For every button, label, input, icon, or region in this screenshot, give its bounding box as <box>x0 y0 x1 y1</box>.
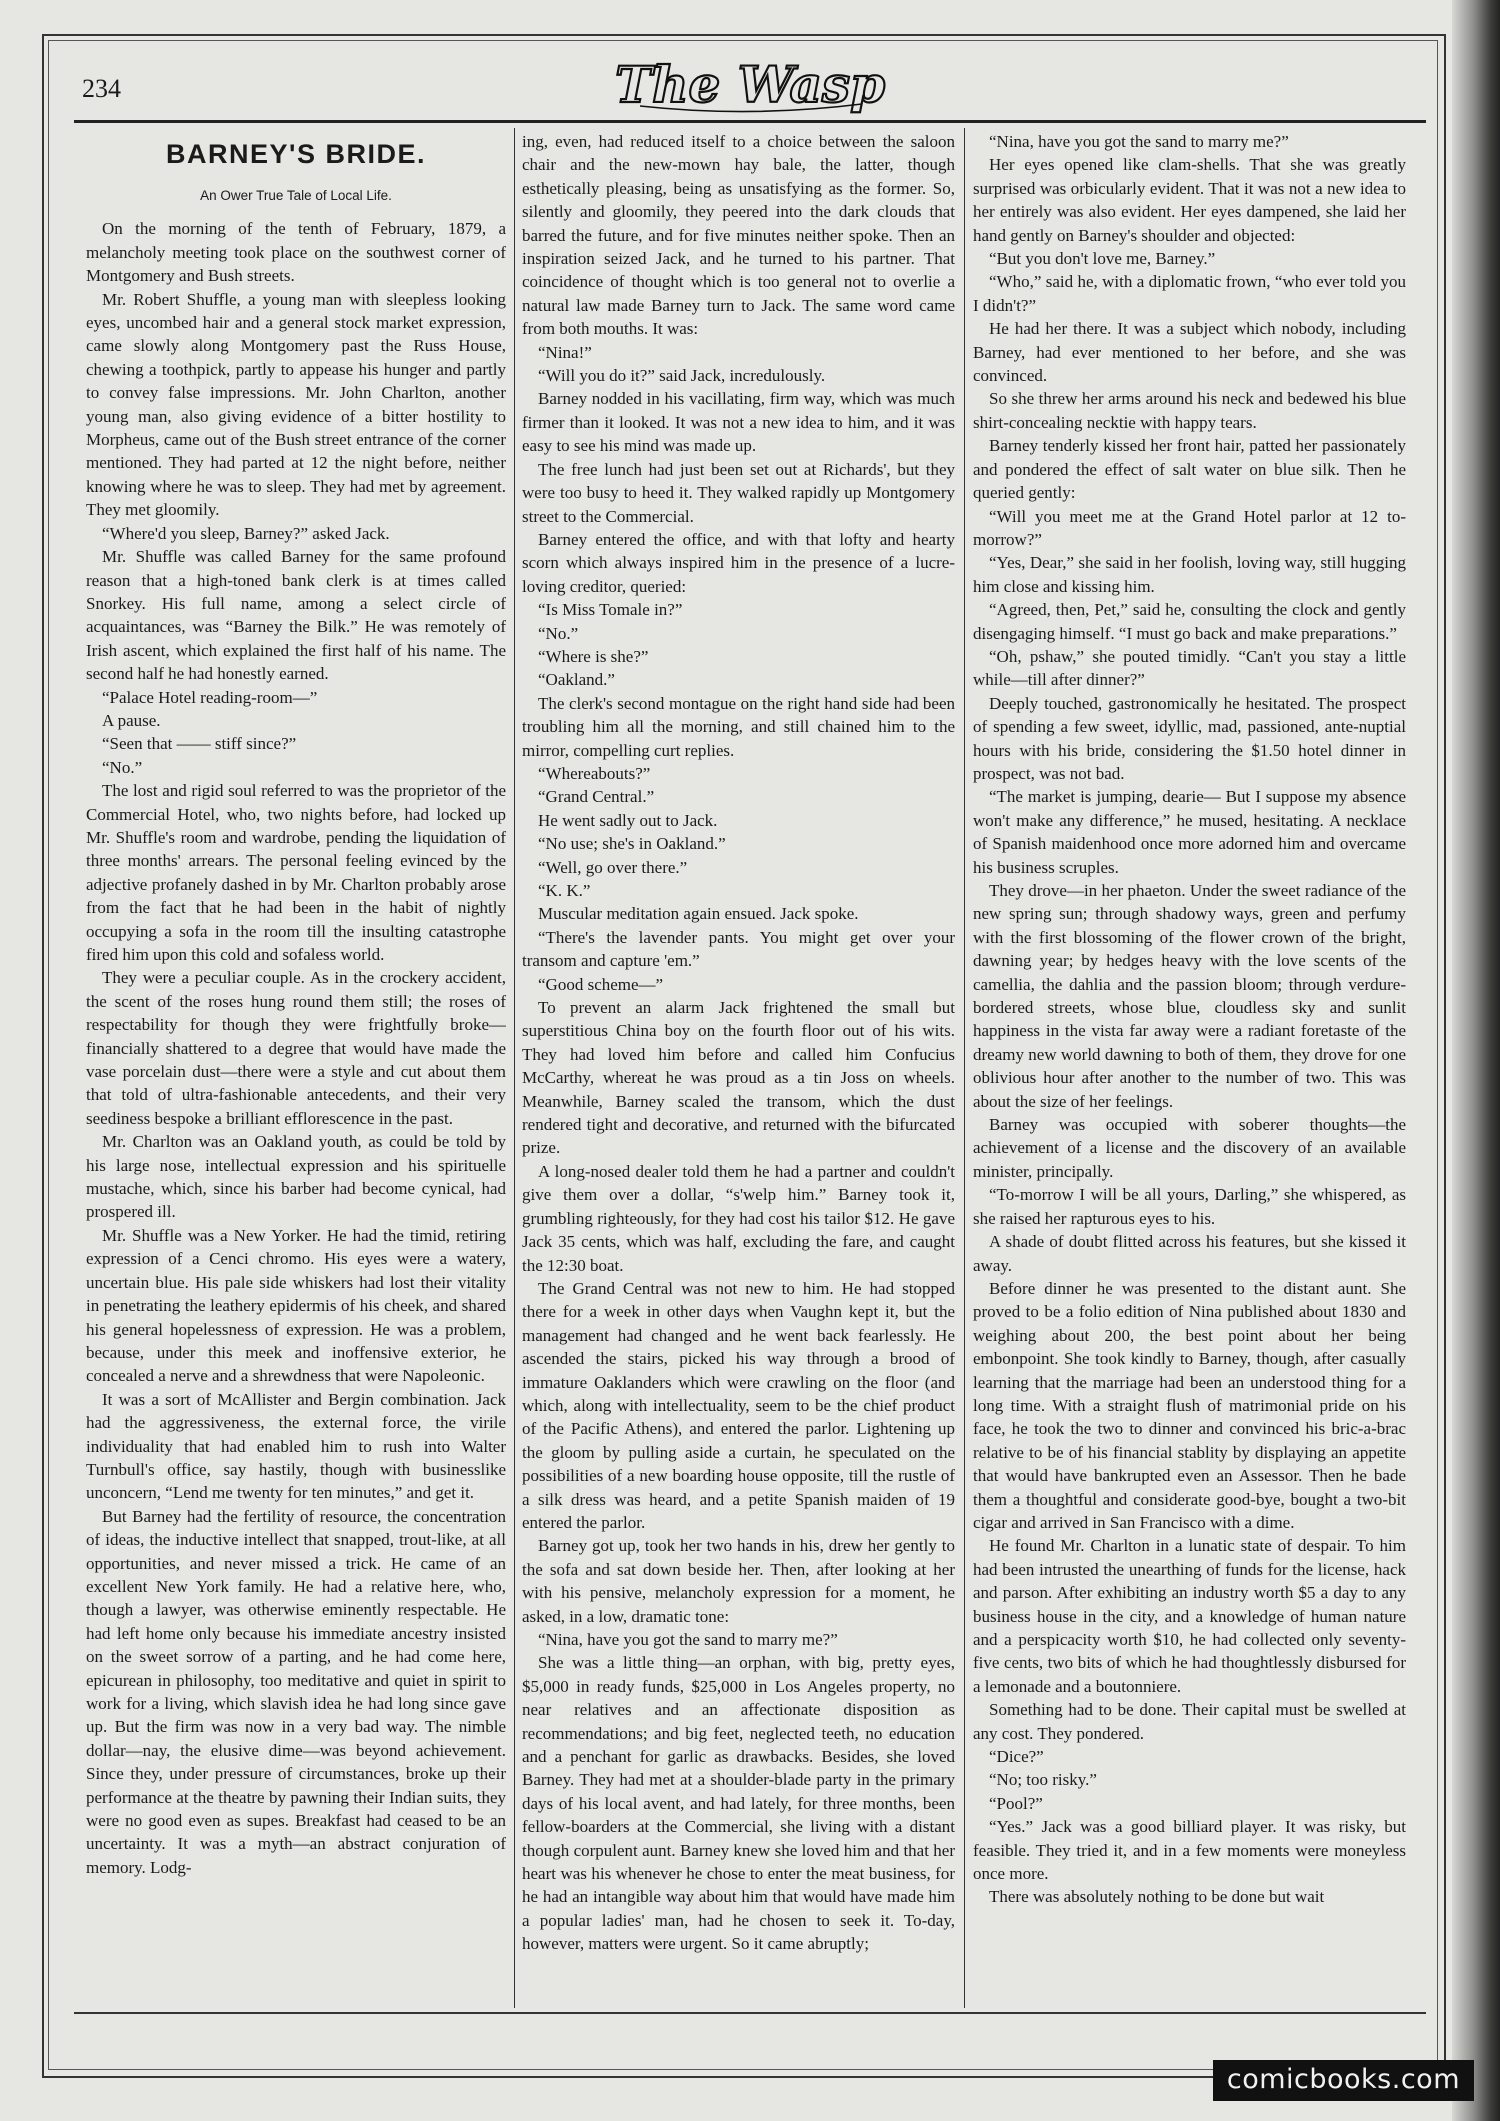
column-divider <box>514 128 515 2008</box>
article-paragraph: “Where'd you sleep, Barney?” asked Jack. <box>102 523 390 543</box>
article-paragraph: “Who,” said he, with a diplomatic frown, “who ever told you I didn't?” <box>973 272 1406 315</box>
article-paragraph: “Nina, have you got the sand to marry me?” <box>538 1630 838 1649</box>
masthead-title: The Wasp <box>614 55 886 114</box>
article-paragraph: “Will you do it?” said Jack, incredulously. <box>538 366 826 386</box>
article-paragraph: “No use; she's in Oakland.” <box>538 834 726 854</box>
column-divider <box>964 128 965 2008</box>
article-paragraph: “Nina, have you got the sand to marry me?” <box>989 132 1289 151</box>
page-number: 234 <box>82 74 121 103</box>
article-paragraph: “Grand Central.” <box>538 787 655 807</box>
article-paragraph: “Agreed, then, Pet,” said he, consulting the clock and gently disengaging himself. “I must go back and make preparations.” <box>973 600 1406 643</box>
article-paragraph: “Whereabouts?” <box>538 763 651 783</box>
article-paragraph: “No.” <box>102 757 143 777</box>
masthead-logo <box>600 54 900 116</box>
article-paragraph: They drove—in her phaeton. Under the sweet radiance of the new spring sun; through shadowy ways, green and perfumy with the first blossoming of the flower crown of the bright, dawning year; by hedges heavy with the love scents of the camellia, the dahlia and the passion bloom; through verdure-bordered streets, whose blue, cloudless sky and sunlit happiness in the vista far away were a radiant foretaste of the dreamy new world dawning to both of them, they drove for one oblivious hour after another to the number of two. This was about the size of her feelings. <box>973 881 1406 1111</box>
article-paragraph: “Palace Hotel reading-room—” <box>102 687 318 707</box>
article-paragraph: Barney entered the office, and with that lofty and hearty scorn which always inspired him in the presence of a lucre-loving creditor, queried: <box>522 529 955 596</box>
article-paragraph: “Good scheme—” <box>538 974 664 994</box>
article-paragraph: “Pool?” <box>989 1793 1043 1813</box>
article-paragraph: Mr. Charlton was an Oakland youth, as could be told by his large nose, intellectual expression and his spirituelle mustache, which, since his barber had become cynical, had prospered ill. <box>86 1132 506 1222</box>
header-rule <box>74 120 1426 123</box>
article-paragraph: “Yes, Dear,” she said in her foolish, loving way, still hugging him close and kissing him. <box>973 553 1406 596</box>
article-paragraph: “Nina!” <box>538 342 592 362</box>
article-paragraph: “Oakland.” <box>538 670 615 690</box>
article-paragraph: “Where is she?” <box>538 646 649 666</box>
binding-edge <box>1452 0 1500 2121</box>
article-paragraph: Her eyes opened like clam-shells. That she was greatly surprised was orbicularly evident. That it was not a new idea to her entirely was also evident. Her eyes dampened, she laid her hand gently on Barney's shoulder and objected: <box>973 155 1406 245</box>
article-paragraph: A pause. <box>102 710 161 730</box>
article-paragraph: “To-morrow I will be all yours, Darling,” she whispered, as she raised her rapturous eyes to his. <box>973 1185 1406 1228</box>
article-paragraph: On the morning of the tenth of February, 1879, a melancholy meeting took place on the southwest corner of Montgomery and Bush streets. <box>86 219 506 286</box>
article-paragraph: “Yes.” Jack was a good billiard player. It was risky, but feasible. They tried it, and in a few moments were moneyless once more. <box>973 1817 1406 1884</box>
footer-rule <box>74 2012 1426 2014</box>
article-paragraph: A long-nosed dealer told them he had a partner and couldn't give them over a dollar, “s'welp him.” Barney took it, grumbling righteously, for they had cost his tailor $12. He gave Jack 35 cents, which was half, excluding the fare, and caught the 12:30 boat. <box>522 1161 955 1275</box>
article-paragraph: “Is Miss Tomale in?” <box>538 600 683 620</box>
article-paragraph: He went sadly out to Jack. <box>538 810 718 830</box>
article-paragraph: “Seen that —— stiff since?” <box>102 734 297 754</box>
article-column-2 <box>522 130 955 2010</box>
article-paragraph: So she threw her arms around his neck and bedewed his blue shirt-concealing necktie with happy tears. <box>973 389 1406 432</box>
article-column-1 <box>86 130 506 2010</box>
article-paragraph: The clerk's second montague on the right hand side had been troubling him all the morning, and still chained him to the mirror, compelling curt replies. <box>522 693 955 760</box>
article-paragraph: Mr. Shuffle was a New Yorker. He had the timid, retiring expression of a Cenci chromo. His eyes were a watery, uncertain blue. His pale side whiskers had lost their vitality in penetrating the leathery epidermis of his cheek, and shared his general hopelessness of expression. He was a problem, because, under this meek and inoffensive exterior, he concealed a nerve and a shrewdness that were Napoleonic. <box>86 1225 506 1386</box>
article-paragraph: They were a peculiar couple. As in the crockery accident, the scent of the roses hung round them still; the roses of respectability for though they were frightfully broke—financially shattered to a degree that would have made the vase porcelain dust—there were a style and cut about them that told of ultra-fashionable antecedents, and their very seediness bespoke a brilliant efflorescence in the past. <box>86 968 506 1128</box>
article-paragraph: “The market is jumping, dearie— But I suppose my absence won't make any difference,” he mused, hesitating. A necklace of Spanish maidenhood once more adorned him and overcame his business scruples. <box>973 787 1406 877</box>
article-paragraph: “But you don't love me, Barney.” <box>989 249 1216 269</box>
article-paragraph: “Oh, pshaw,” she pouted timidly. “Can't you stay a little while—till after dinner?” <box>973 646 1406 690</box>
article-paragraph: He had her there. It was a subject which nobody, including Barney, had ever mentioned to her before, and she was convinced. <box>973 319 1406 386</box>
article-paragraph: The free lunch had just been set out at Richards', but they were too busy to heed it. They walked rapidly up Montgomery street to the Commercial. <box>522 459 955 526</box>
article-paragraph: “Well, go over there.” <box>538 857 688 877</box>
site-watermark: comicbooks.com <box>1213 2060 1474 2101</box>
article-paragraph: Muscular meditation again ensued. Jack spoke. <box>538 904 859 924</box>
article-paragraph: Mr. Robert Shuffle, a young man with sleepless looking eyes, uncombed hair and a general stock market expression, came slowly along Montgomery past the Russ House, chewing a toothpick, partly to appease his hunger and partly to convey false impressions. Mr. John Charlton, another young man, also giving evidence of a bitter hostility to Morpheus, came out of the Bush street entrance of the corner mentioned. They had parted at 12 the night before, neither knowing where he was to sleep. They had met by agreement. They met gloomily. <box>86 289 506 520</box>
article-paragraph: Barney was occupied with soberer thoughts—the achievement of a license and the discovery of an available minister, principally. <box>973 1115 1406 1181</box>
article-paragraph: It was a sort of McAllister and Bergin combination. Jack had the aggressiveness, the external force, the virile individuality that had enabled him to rush into Walter Turnbull's office, say hastily, though with businesslike unconcern, “Lend me twenty for ten minutes,” and get it. <box>86 1389 506 1503</box>
article-paragraph: Before dinner he was presented to the distant aunt. She proved to be a folio edition of Nina published about 1830 and weighing about 200, the best point about her being embonpoint. She took kindly to Barney, though, after casually learning that the marriage had been an understood thing for a long time. With a straight flush of matrimonial pride on his face, he took the two to dinner and convinced his bric-a-brac relative to be of his financial stablity by displaying an appetite that would have bankrupted even an Assessor. Then he bade them a thoughtful and considerate good-bye, bought a two-bit cigar and arrived in San Francisco with a dime. <box>973 1278 1406 1532</box>
article-paragraph: He found Mr. Charlton in a lunatic state of despair. To him had been intrusted the unearthing of funds for the license, hack and parson. After exhibiting an industry worth $5 a day to any business house in the city, and a knowledge of human nature and a perspicacity worth $10, he had collected only seventy-five cents, two bits of which he had thoughtlessly disbursed for a lemonade and a boutonniere. <box>973 1536 1406 1696</box>
article-paragraph: “K. K.” <box>538 881 591 900</box>
article-paragraph: “Dice?” <box>989 1747 1044 1767</box>
article-paragraph: The Grand Central was not new to him. He had stopped there for a week in other days when Vaughn kept it, but the management had changed and he went back fearlessly. He ascended the stairs, picked his way through a brood of immature Oaklanders which were crawling on the floor (and which, along with intellectuality, seem to be the chief product of the Pacific Athens), and entered the parlor. Lightening up the gloom by pulling aside a curtain, he speculated on the possibilities of a new boarding house opposite, till the rustle of a silk dress was heard, and a petite Spanish maiden of 19 entered the parlor. <box>522 1278 955 1532</box>
article-paragraph: The lost and rigid soul referred to was the proprietor of the Commercial Hotel, who, two nights before, had locked up Mr. Shuffle's room and wardrobe, pending the liquidation of three months' arrears. The personal feeling evinced by the adjective profanely dashed in by Mr. Charlton probably arose from the fact that he had been in the habit of nightly occupying a sofa in the room till the insulting catastrophe fired him upon this cold and sofaless world. <box>86 781 506 964</box>
article-paragraph: Deeply touched, gastronomically he hesitated. The prospect of spending a few sweet, idyllic, mad, passioned, ante-nuptial hours with his bride, considering the $1.50 hotel dinner in prospect, was not bad. <box>973 693 1406 783</box>
article-paragraph: “Will you meet me at the Grand Hotel parlor at 12 to-morrow?” <box>973 506 1406 549</box>
article-paragraph: “No.” <box>538 623 579 643</box>
masthead <box>0 54 1500 116</box>
article-paragraph: There was absolutely nothing to be done but wait <box>989 1887 1325 1907</box>
article-subtitle: An Ower True Tale of Local Life. <box>200 188 392 203</box>
article-paragraph: “There's the lavender pants. You might get over your transom and capture 'em.” <box>522 927 955 971</box>
article-paragraph: ing, even, had reduced itself to a choice between the saloon chair and the new-mown hay bale, the latter, though esthetically pleasing, being as unsatisfying as the former. So, silently and gloomily, they peered into the dark clouds that barred the future, and for five minutes neither spoke. Then an inspiration seized Jack, and he turned to his partner. That coincidence of thought which is too general not to overlie a natural law made Barney turn to Jack. The same word came from both mouths. It was: <box>522 132 955 339</box>
article-paragraph: Something had to be done. Their capital must be swelled at any cost. They pondered. <box>973 1700 1406 1743</box>
article-paragraph: To prevent an alarm Jack frightened the small but superstitious China boy on the fourth floor out of his wits. They had loved him before and called him Confucius McCarthy, whereat he was proud as a tin Joss on wheels. Meanwhile, Barney scaled the transom, which the dust rendered tight and decorative, and returned with the bifurcated prize. <box>522 998 955 1158</box>
article-paragraph: Barney nodded in his vacillating, firm way, which was much firmer than it looked. It was not a new idea to him, and it was easy to see his mind was made up. <box>522 389 955 456</box>
article-paragraph: Mr. Shuffle was called Barney for the same profound reason that a high-toned bank clerk is at times called Snorkey. His full name, among a select circle of acquaintances, was “Barney the Bilk.” He was remotely of Irish ascent, which explained the first half of his name. The second half he had honestly earned. <box>86 547 506 684</box>
article-paragraph: But Barney had the fertility of resource, the concentration of ideas, the inductive intellect that snapped, trout-like, at all opportunities, and never missed a trick. He came of an excellent New York family. He had a relative here, who, though a lawyer, was otherwise eminently respectable. He had left home only because his immediate ancestry insisted on the sweet sorrow of a parting, and he had come here, epicurean in philosophy, too meditative and quiet in spirit to work for a living, which slavish idea he had long since gave up. But the firm was now in a very bad way. The nimble dollar—nay, the elusive dime—was beyond achievement. Since they, under pressure of circumstances, broke up their performance at the theatre by pawning their Indian suits, they were no good even as supes. Breakfast had ceased to be an uncertainty. It was a myth—an abstract conjuration of memory. Lodg- <box>86 1506 506 1877</box>
article-column-3 <box>973 130 1406 2010</box>
article-paragraph: She was a little thing—an orphan, with big, pretty eyes, $5,000 in ready funds, $25,000 in Los Angeles property, no near relatives and an affectionate disposition as recommendations; and big feet, neglected teeth, no education and a penchant for garlic as drawbacks. Besides, she loved Barney. They had met at a shoulder-blade party in the primary days of his local avent, and had lately, for three months, been fellow-boarders at the Commercial, she living with a distant though corpulent aunt. Barney knew she loved him and that her heart was his whenever he chose to enter the meat business, for he had an intangible way about him that would have made him a popular ladies' man, had he chosen to seek it. To-day, however, matters were urgent. So it came abruptly; <box>522 1653 955 1954</box>
article-title: BARNEY'S BRIDE. <box>166 139 426 169</box>
article-paragraph: “No; too risky.” <box>989 1770 1097 1790</box>
article-paragraph: A shade of doubt flitted across his features, but she kissed it away. <box>973 1232 1406 1275</box>
article-paragraph: Barney got up, took her two hands in his, drew her gently to the sofa and sat down beside her. Then, after looking at her with his pensive, melancholy expression for a moment, he asked, in a low, dramatic tone: <box>522 1536 955 1626</box>
article-paragraph: Barney tenderly kissed her front hair, patted her passionately and pondered the effect of salt water on blue silk. Then he queried gently: <box>973 436 1406 503</box>
